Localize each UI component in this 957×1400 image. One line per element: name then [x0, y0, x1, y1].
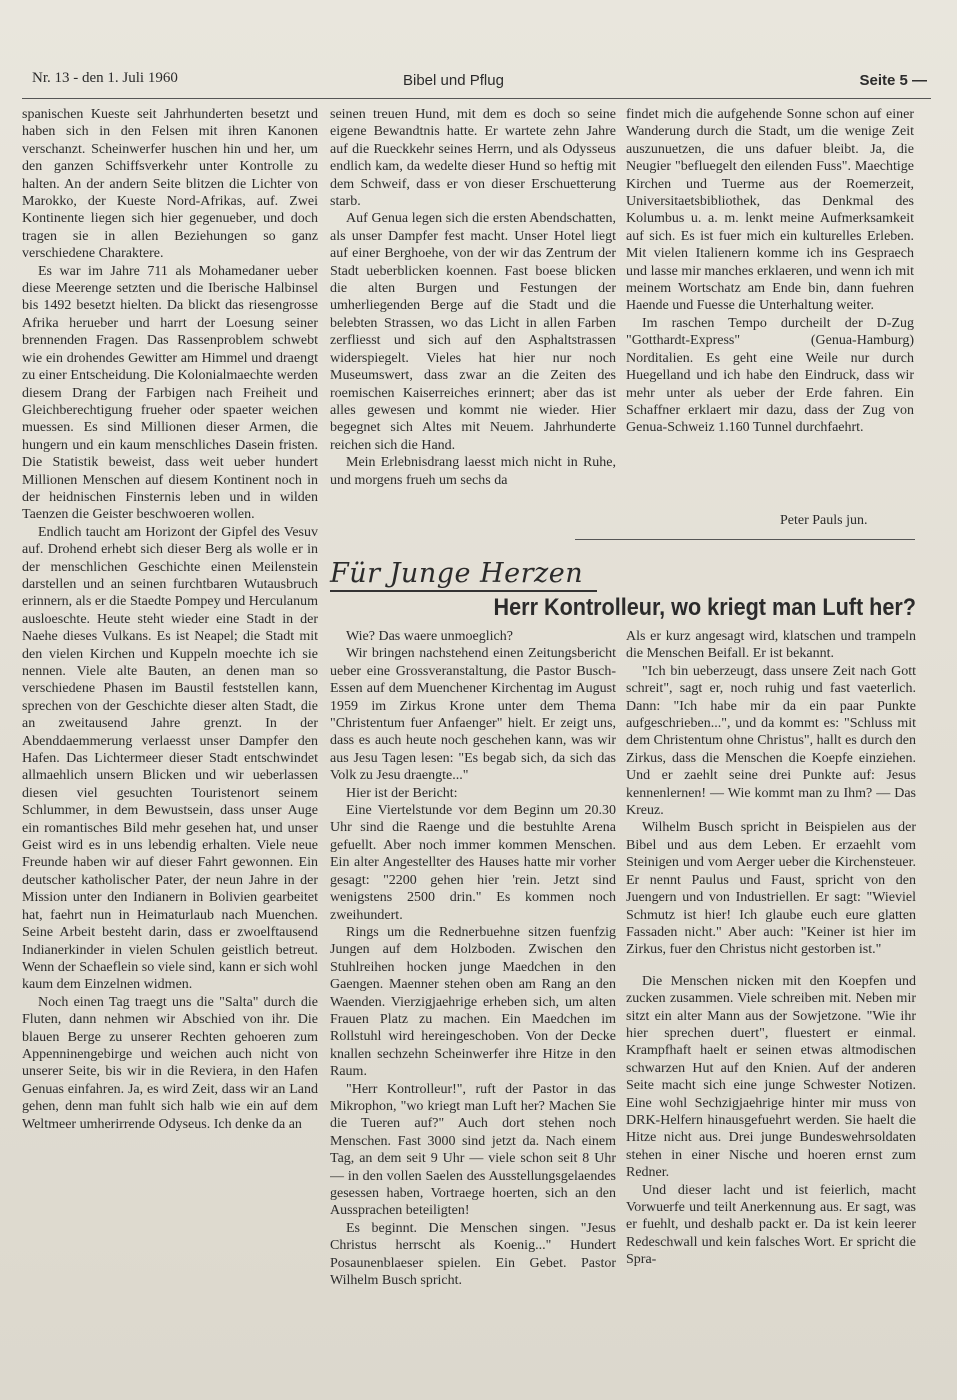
header-rule — [22, 98, 931, 99]
paragraph: findet mich die aufgehende Sonne schon auf einer Wanderung durch die Stadt, um die wenige Zeit auszunuetzen, die uns dafuer bleibt. Ja, die Neugier "befluegelt den eilenden Fuss". Maechtige Kirchen und Tuerme aus der Roemerzeit, Universitaetsbibliothek, das Denkmal des Kolumbus u. a. m. lenkt meine Aufmerksamkeit auf sich. Es ist fuer mich ein kulturelles Erleben. Mit vielen Italienern komme ich ins Gespraech und lasse mir manches erklaeren, und wenn ich mit meinem Wortschatz am Ende bin, dann fuehren Haende und Fuesse die Unterhaltung weiter. — [626, 107, 914, 314]
paragraph: Noch einen Tag traegt uns die "Salta" durch die Fluten, dann nehmen wir Abschied von ihr. Die blauen Berge zu unserer Rechten gehoeren zum Appenninengebirge und weichen auch nicht von unserer Seite, bis wir in die Reviera, in den Hafen Genuas einfahren. Ja, es wird Zeit, dass wir an Land gehen, denn man fuhlt sich halb wie ein auf dem Weltmeer umherirrende Odyseus. Ich denke da an — [22, 994, 318, 1132]
paragraph: Es beginnt. Die Menschen singen. "Jesus Christus herrscht als Koenig..." Hundert Posaunenblaeser spielen. Ein Gebet. Pastor Wilhelm Busch spricht. — [330, 1220, 616, 1289]
paragraph: Mein Erlebnisdrang laesst mich nicht in Ruhe, und morgens frueh um sechs da — [330, 455, 616, 488]
section-title-text: Für Junge Herzen — [330, 558, 584, 589]
paragraph: Hier ist der Bericht: — [346, 785, 458, 801]
newspaper-title: Bibel und Pflug — [403, 72, 504, 89]
paragraph: "Herr Kontrolleur!", ruft der Pastor in das Mikrophon, "wo kriegt man Luft her? Machen Sie die Tueren auf?" Auch dort stehen noch Menschen. Fast 3000 sind jetzt da. Nach einem Tag, an dem seit 9 Uhr — viele schon seit 8 Uhr — in den vollen Saelen des Ausstellungsgelaendes gesessen haben, Vortraege hoerten, sich an den Aussprachen beteiligten! — [330, 1081, 616, 1219]
page-header — [20, 64, 927, 94]
column-2 — [330, 106, 616, 536]
column-5 — [626, 628, 916, 1390]
section-divider — [575, 539, 915, 540]
paragraph: Eine Viertelstunde vor dem Beginn um 20.30 Uhr sind die Raenge und die bestuhlte Arena gefuellt. Aber noch immer kommen Menschen. Ein alter Angestellter des Hauses hatte mir vorher gesagt: "2200 gehen hier 'rein. Jetzt sind wenigstens 2500 drin." Es kommen noch zweihundert. — [330, 803, 616, 923]
section-title-underline — [330, 590, 597, 592]
paragraph: Die Menschen nicken mit den Koepfen und zucken zusammen. Viele schreiben mit. Neben mir sitzt ein alter Mann aus der Sowjetzone. "Wie ihr hier sprechen duert", fluestert er einmal. Krampfhaft haelt er seinen etwas altmodischen schwarzen Hut auf den Knien. Auf der anderen Seite macht sich eine junge Schwester Notizen. Eine wohl Sechzigjaehrige hinter mir muss von DRK-Helfern hinausgefuehrt werden. Sie haelt die Hitze nicht aus. Drei junge Bundeswehrsoldaten stehen in einer Nische und hoeren ernst zum Redner. — [626, 973, 916, 1181]
paragraph: Und dieser lacht und ist feierlich, macht Vorwuerfe und teilt Anerkennung aus. Er sagt, was er fuehlt, und deshalb packt er. Da ist kein leerer Redeschwall und kein falsches Wort. Er spricht die Spra- — [626, 1182, 916, 1268]
paragraph: "Ich bin ueberzeugt, dass unsere Zeit nach Gott schreit", sagt er, noch ruhig und fast vaeterlich. Dann: "Ich habe mir da ein paar Punkte aufgeschrieben...", und da kommt es: "Schluss mit dem Christentum ohne Christus", hallt es durch den Zirkus, dass die Menschen die Koepfe einziehen. Und er zaehlt seine drei Punkte auf: Jesus kennenlernen! — Wie kommt man zu Ihm? — Das Kreuz. — [626, 663, 916, 819]
article-headline: Herr Kontrolleur, wo kriegt man Luft her? — [493, 594, 916, 621]
paragraph: spanischen Kueste seit Jahrhunderten besetzt und haben sich in den Felsen mit ihren Kanonen verschanzt. Scheinwerfer huschen hin und her, um den ganzen Schiffsverkehr unter Kontrolle zu halten. An der andern Seite blitzen die Lichter von Marokko, der Kueste Nord-Afrikas, auf. Zwei Kontinente liegen sich hier gegenueber, und doch tragen sie in allen Beziehungen so ganz verschiedene Charaktere. — [22, 107, 318, 262]
paragraph: Rings um die Rednerbuehne sitzen fuenfzig Jungen auf dem Holzboden. Zwischen den Stuhlreihen hocken junge Maedchen in den Gaengen. Maenner stehen oben am Rang an den Waenden. Vierzigjaehrige erheben sich, um alten Frauen Platz zu machen. Ein Maedchen im Rollstuhl wird hereingeschoben. Von der Decke knallen sechzehn Scheinwerfer ihre Hitze in den Raum. — [330, 924, 616, 1080]
paragraph: Im raschen Tempo durcheilt der D-Zug "Gotthardt-Express" (Genua-Hamburg) Norditalien. Es geht eine Weile nur durch Huegelland und ich habe den Eindruck, dass wir mehr unter als ueber der Erde fahren. Ein Schaffner erklaert mir dazu, dass der Zug von Genua-Schweiz 1.160 Tunnel durchfaehrt. — [626, 315, 914, 436]
column-1 — [22, 106, 318, 1378]
paragraph: Als er kurz angesagt wird, klatschen und trampeln die Menschen Beifall. Er ist bekannt. — [626, 629, 916, 662]
paragraph: Auf Genua legen sich die ersten Abendschatten, als unser Dampfer fest macht. Unser Hotel liegt auf einer Berghoehe, von der wir das Zentrum der Stadt ueberblicken koennen. Fast boese blicken die alten Burgen und Festungen der umherliegenden Berge auf die Stadt und die belebten Strassen, wo das Licht in allen Farben zerfliesst und sich auf den Asphaltstrassen widerspiegelt. Vieles hat hier nur noch Museumswert, dass zwar an die Zeiten des roemischen Kaiserreiches erinnert; aber das ist alles gewesen und kommt nie wieder. Hier begegnet sich Altes mit Neuem. Jahrhunderte reichen sich die Hand. — [330, 211, 616, 453]
paragraph: Es war im Jahre 711 als Mohamedaner ueber diese Meerenge setzten und die Iberische Halbinsel bis 1492 besetzt hielten. Da blickt das riesengrosse Afrika herueber und harrt der Loesung seiner brennenden Fragen. Das Rassenproblem schwebt wie ein drohendes Gewitter am Himmel und draengt zu einer Entscheidung. Die Kolonialmaechte werden diesem Drang der Farbigen nach Freiheit und Gleichberechtigung frueher oder spaeter weichen muessen. Es sind Millionen dieser Armen, die hungern und ein kaum menschliches Dasein fristen. Die Statistik beweist, dass weit ueber hundert Millionen Menschen auf diesem Kontinent noch in der heidnischen Finsternis leben und in wilden Taenzen die Geister beschwoeren wollen. — [22, 263, 318, 523]
column-3 — [626, 106, 914, 536]
author-signature: Peter Pauls jun. — [780, 513, 868, 528]
column-4 — [330, 628, 616, 1390]
paragraph: Endlich taucht am Horizont der Gipfel des Vesuv auf. Drohend erhebt sich dieser Berg als wolle er in der menschlichen Geschichte einen Meilenstein darstellen und an seinen furchtbaren Wutausbruch erinnern, als er die Staedte Pompey und Herculanum ausloeschte. Heute steht wieder eine Stadt in der Naehe dieses Vulkans. Es ist Neapel; die Stadt mit den vielen Kirchen und Kuppeln moechte ich sie nennen. Viele alte Bauten, an denen man so verschiedene Phasen im Baustil feststellen kann, sprechen von der Geschichte dieser alten Stadt, die an zweitausend Jahre grenzt. In der Abenddaemmerung verlaesst unser Dampfer den Hafen. Das Lichtermeer dieser Stadt entschwindet allmaehlich unsern Blicken und wir ueberlassen diesen viel gesuchten Touristenort seinem Schlummer, in dem Bewustsein, dass unser Auge ein romantisches Bild mehr gesehen hat, und unser Geist wird es in uns lebendig erhalten. Viele neue Freunde haben wir auf dieser Fahrt gewonnen. Ein deutscher katholischer Pater, der neun Jahre in der Mission unter den Indianern in Bolivien gearbeitet hat, faehrt nun in Heimaturlaub nach Muenchen. Seine Arbeit besteht darin, dass er zwoelftausend Indianerkinder in vielen Schulen geistlich betreut. Wenn der Schaeflein so viele sind, kann er sich wohl kaum dem Einzelnen widmen. — [22, 524, 318, 993]
paragraph: Wir bringen nachstehend einen Zeitungsbericht ueber eine Grossveranstaltung, die Pastor Busch-Essen auf dem Muenchener Kirchentag im August 1959 im Zirkus Krone unter dem Thema "Christentum fuer Anfaenger" hielt. Er zeigt uns, dass es auch heute noch geschehen kann, was wir aus Jesu Tagen lesen: "Es begab sich, da sich das Volk zu Jesu draengte..." — [330, 646, 616, 784]
paragraph: Wilhelm Busch spricht in Beispielen aus der Bibel und aus dem Leben. Er erzaehlt vom Steinigen und vom Aerger ueber die Kirchensteuer. Er nennt Paulus und Faust, spricht von den Juengern und von Industriellen. Er sagt: "Wieviel Schmutz ist hier! Ich glaube euch eure glatten Fassaden nicht." Aber auch: "Keiner ist hier im Zirkus, fuer den Christus nicht gestorben ist." — [626, 820, 916, 958]
paragraph: Wie? Das waere unmoeglich? — [346, 629, 513, 644]
section-title — [330, 558, 583, 589]
paragraph-gap — [626, 959, 916, 973]
paragraph: seinen treuen Hund, mit dem es doch so seine eigene Bewandtnis hatte. Er wartete zehn Jahre auf die Rueckkehr seines Herrn, und als Odysseus endlich kam, da wedelte dieser Hund so heftig mit dem Schweif, dass er von dieser Erschuetterung starb. — [330, 107, 616, 210]
issue-date: Nr. 13 - den 1. Juli 1960 — [32, 70, 178, 86]
page-number: Seite 5 — — [859, 72, 927, 89]
